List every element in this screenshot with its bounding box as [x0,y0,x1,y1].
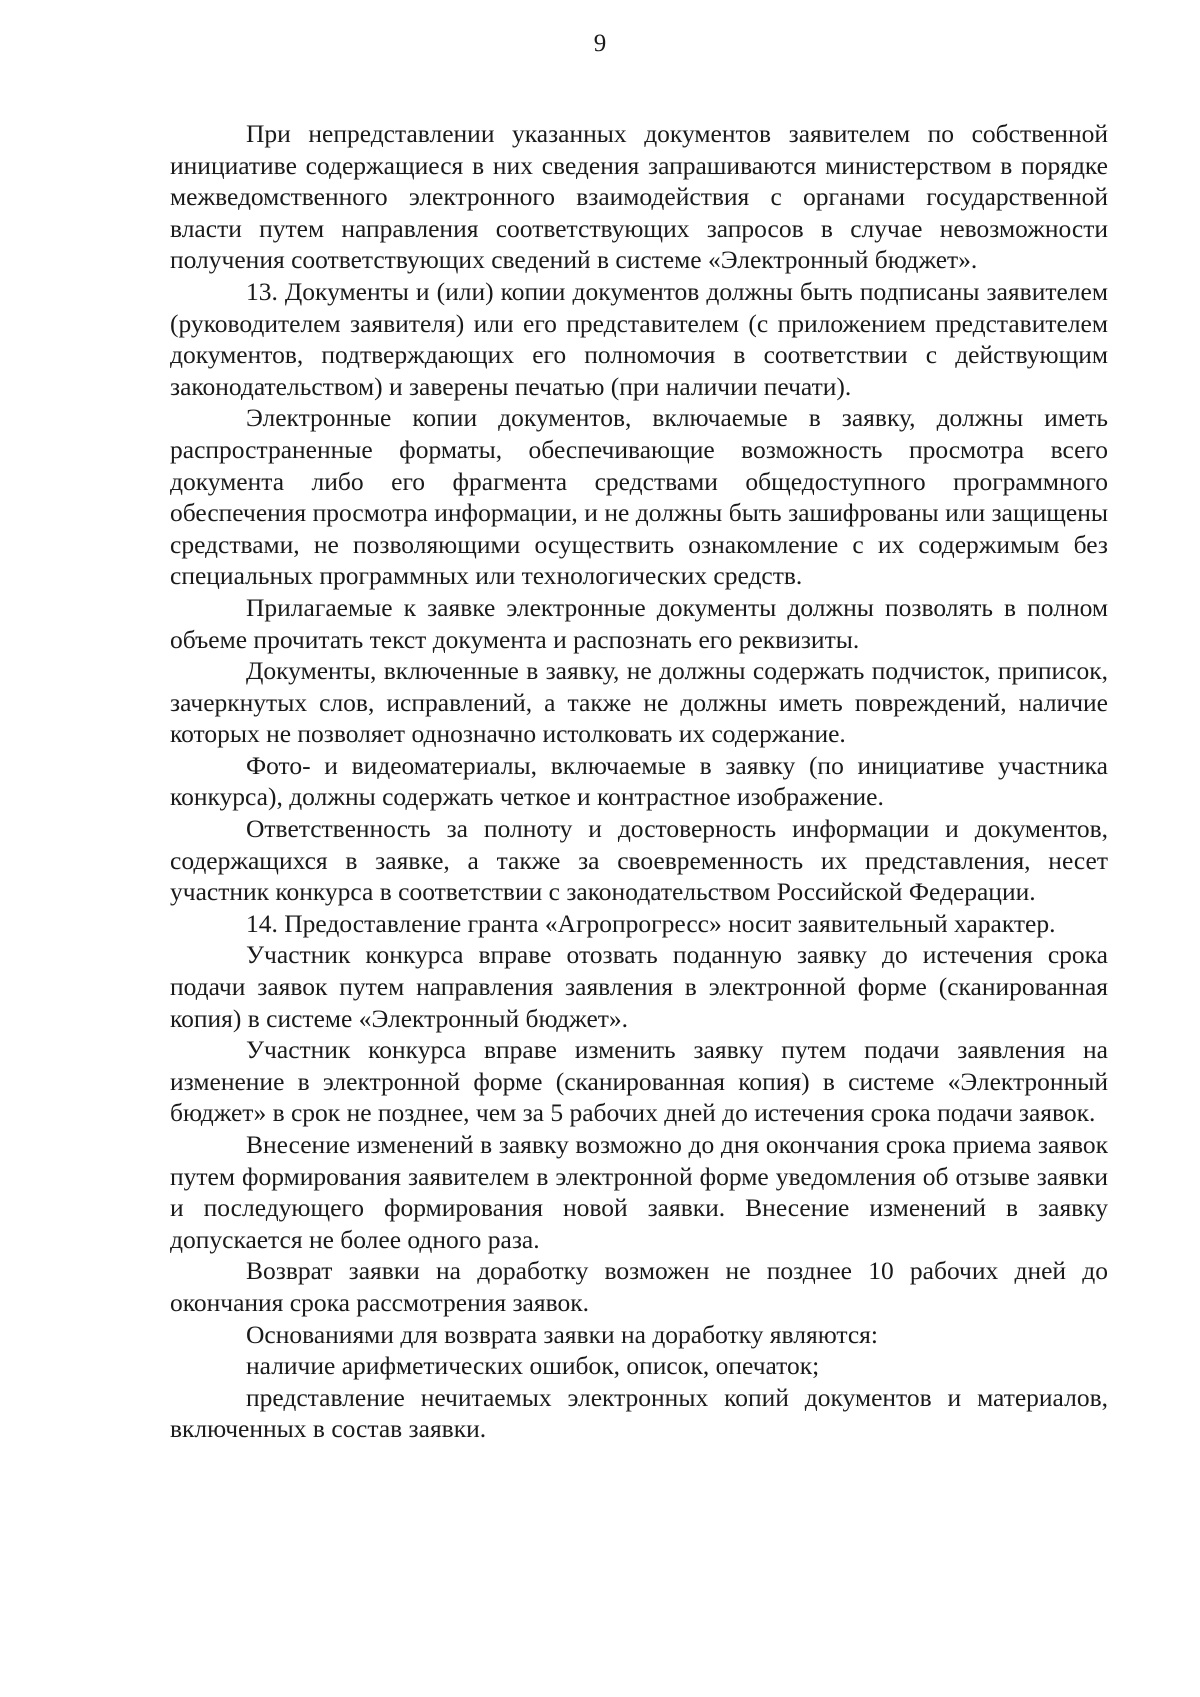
paragraph: Ответственность за полноту и достоверность информации и документов, содержащихся в заявке, а также за своевременность их представления, несет участник конкурса в соответствии с законодательством Российской Федерации. [170,814,1108,907]
document-body [170,118,1108,1445]
paragraph: Внесение изменений в заявку возможно до дня окончания срока приема заявок путем формирования заявителем в электронной форме уведомления об отзыве заявки и последующего формирования новой заявки. Внесение изменений в заявку допускается не более одного раза. [170,1130,1108,1254]
paragraph: Документы, включенные в заявку, не должны содержать подчисток, приписок, зачеркнутых слов, исправлений, а также не должны иметь повреждений, наличие которых не позволяет однозначно истолковать их содержание. [170,656,1108,749]
paragraph: Участник конкурса вправе отозвать поданную заявку до истечения срока подачи заявок путем направления заявления в электронной форме (сканированная копия) в системе «Электронный бюджет». [170,940,1108,1033]
paragraph: Основаниями для возврата заявки на доработку являются: [246,1319,878,1349]
paragraph: Электронные копии документов, включаемые в заявку, должны иметь распространенные форматы, обеспечивающие возможность просмотра всего документа либо его фрагмента средствами общедоступного программного обеспечения просмотра информации, и не должны быть зашифрованы или защищены средствами, не позволяющими осуществить ознакомление с их содержимым без специальных программных или технологических средств. [170,403,1108,591]
paragraph: Фото- и видеоматериалы, включаемые в заявку (по инициативе участника конкурса), должны содержать четкое и контрастное изображение. [170,750,1108,812]
paragraph: Возврат заявки на доработку возможен не позднее 10 рабочих дней до окончания срока рассмотрения заявок. [170,1256,1108,1317]
paragraph: 13. Документы и (или) копии документов должны быть подписаны заявителем (руководителем заявителя) или его представителем (с приложением представителем документов, подтверждающих его полномочия в соответствии с действующим законодательством) и заверены печатью (при наличии печати). [170,276,1108,401]
page-number: 9 [593,30,607,57]
paragraph: Участник конкурса вправе изменить заявку путем подачи заявления на изменение в электронной форме (сканированная копия) в системе «Электронный бюджет» в срок не позднее, чем за 5 рабочих дней до истечения срока подачи заявок. [170,1035,1108,1128]
paragraph: При непредставлении указанных документов заявителем по собственной инициативе содержащиеся в них сведения запрашиваются министерством в порядке межведомственного электронного взаимодействия с органами государственной власти путем направления соответствующих запросов в случае невозможности получения соответствующих сведений в системе «Электронный бюджет». [170,119,1108,275]
paragraph: наличие арифметических ошибок, описок, опечаток; [246,1351,820,1381]
paragraph: представление нечитаемых электронных копий документов и материалов, включенных в состав заявки. [170,1382,1108,1444]
paragraph: 14. Предоставление гранта «Агропрогресс» носит заявительный характер. [246,908,1056,938]
paragraph: Прилагаемые к заявке электронные документы должны позволять в полном объеме прочитать текст документа и распознать его реквизиты. [170,592,1108,654]
